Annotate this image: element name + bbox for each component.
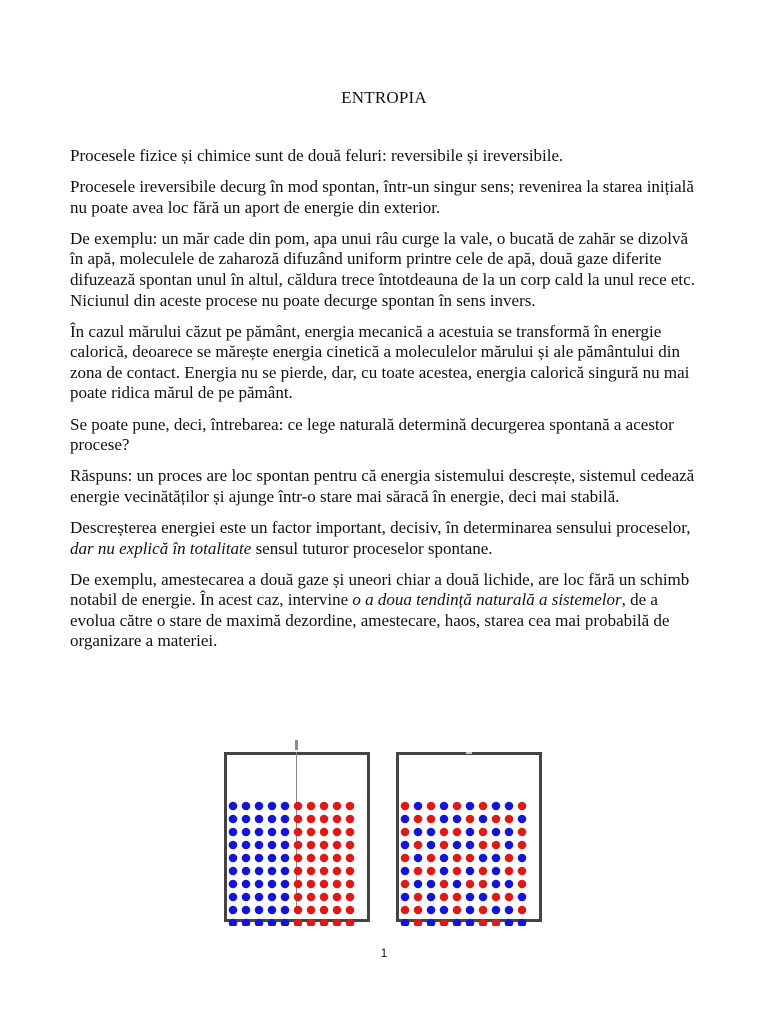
right-molecule-red <box>518 802 527 811</box>
right-molecule-blue <box>401 815 410 824</box>
right-molecule-blue <box>427 919 436 926</box>
page-title: ENTROPIA <box>341 88 427 107</box>
right-molecule-red <box>414 841 423 850</box>
right-molecule-red <box>505 867 514 876</box>
right-molecule-red <box>518 906 527 915</box>
left-molecule-red <box>294 815 303 824</box>
right-molecule-red <box>453 828 462 837</box>
entropy-figure <box>224 740 544 926</box>
left-molecule-blue <box>229 815 238 824</box>
left-molecule-red <box>333 815 342 824</box>
right-molecule-blue <box>505 880 514 889</box>
right-molecule-blue <box>492 906 501 915</box>
left-molecule-blue <box>281 880 290 889</box>
right-molecule-blue <box>427 880 436 889</box>
right-molecule-blue <box>440 802 449 811</box>
left-molecule-red <box>346 841 355 850</box>
left-molecule-red <box>307 919 316 926</box>
left-molecule-blue <box>229 867 238 876</box>
text-run: Procesele ireversibile decurg în mod spontan, într-un singur sens; revenirea la starea inițială nu poate avea loc fără un aport de energie din exterior. <box>70 177 694 217</box>
paragraph <box>70 415 700 456</box>
left-molecule-red <box>346 906 355 915</box>
text-run: Procesele fizice și chimice sunt de două feluri: reversibile și ireversibile. <box>70 146 564 165</box>
text-run: sensul tuturor proceselor spontane. <box>251 538 493 558</box>
right-molecule-red <box>518 880 527 889</box>
right-molecule-red <box>505 893 514 902</box>
left-molecule-red <box>333 802 342 811</box>
left-molecule-red <box>346 880 355 889</box>
left-molecule-blue <box>281 893 290 902</box>
left-molecule-red <box>333 867 342 876</box>
left-molecule-blue <box>281 906 290 915</box>
right-molecule-blue <box>401 867 410 876</box>
left-molecule-blue <box>242 828 251 837</box>
right-molecule-red <box>479 828 488 837</box>
left-molecule-red <box>333 854 342 863</box>
left-molecule-red <box>294 893 303 902</box>
right-molecule-blue <box>440 906 449 915</box>
right-molecule-red <box>453 893 462 902</box>
right-molecule-blue <box>453 880 462 889</box>
right-molecule-blue <box>505 919 514 926</box>
text-run: Se poate pune, deci, întrebarea: ce lege naturală determină decurgerea spontană a acestor procese? <box>70 414 674 455</box>
left-molecule-blue <box>229 880 238 889</box>
left-molecule-red <box>320 802 329 811</box>
right-molecule-red <box>479 802 488 811</box>
left-molecule-red <box>346 893 355 902</box>
left-molecule-red <box>346 802 355 811</box>
right-molecule-red <box>440 919 449 926</box>
right-molecule-red <box>466 880 475 889</box>
left-molecule-blue <box>281 828 290 837</box>
left-molecule-blue <box>255 841 264 850</box>
left-molecule-red <box>307 867 316 876</box>
paragraph <box>70 322 700 404</box>
text-run: , de a evolua către o stare de maximă dezordine, amestecare, haos, starea cea mai probabilă de organizare a materiei. <box>70 590 670 651</box>
right-molecule-blue <box>401 919 410 926</box>
left-molecule-red <box>294 919 303 926</box>
right-molecule-blue <box>453 919 462 926</box>
molecules-svg <box>224 740 544 926</box>
left-molecule-blue <box>281 815 290 824</box>
right-molecule-red <box>518 867 527 876</box>
left-molecule-red <box>320 815 329 824</box>
text-run: De exemplu: un măr cade din pom, apa unui râu curge la vale, o bucată de zahăr se dizolvă în apă, moleculele de zaharoză difuzând uniform printre cele de apă, două gaze diferite difuzează spontan unul în altul, căldura trece întotdeauna de la un corp cald la unul rece etc. Niciunul din aceste procese nu poate decurge spontan în sens invers. <box>70 228 695 310</box>
left-molecule-red <box>307 906 316 915</box>
left-molecule-blue <box>281 802 290 811</box>
right-molecule-red <box>466 815 475 824</box>
left-molecule-red <box>333 841 342 850</box>
left-molecule-blue <box>242 867 251 876</box>
right-molecule-red <box>453 802 462 811</box>
left-molecule-red <box>333 906 342 915</box>
right-molecule-blue <box>414 854 423 863</box>
left-molecule-blue <box>242 919 251 926</box>
left-molecule-red <box>307 841 316 850</box>
right-molecule-red <box>479 867 488 876</box>
right-molecule-red <box>492 893 501 902</box>
left-molecule-blue <box>242 880 251 889</box>
right-molecule-blue <box>427 841 436 850</box>
right-molecule-red <box>505 854 514 863</box>
right-molecule-red <box>479 919 488 926</box>
right-molecule-blue <box>414 802 423 811</box>
right-molecule-blue <box>505 828 514 837</box>
left-molecule-red <box>307 880 316 889</box>
right-molecule-blue <box>466 919 475 926</box>
right-molecule-red <box>427 854 436 863</box>
left-molecule-blue <box>268 802 277 811</box>
left-molecule-red <box>320 828 329 837</box>
left-molecule-blue <box>229 802 238 811</box>
left-molecule-blue <box>268 815 277 824</box>
left-molecule-blue <box>268 854 277 863</box>
right-molecule-blue <box>440 815 449 824</box>
left-molecule-blue <box>229 828 238 837</box>
right-molecule-red <box>440 841 449 850</box>
left-molecule-red <box>294 828 303 837</box>
right-molecule-red <box>427 815 436 824</box>
left-molecule-blue <box>242 893 251 902</box>
right-molecule-red <box>414 919 423 926</box>
left-molecule-blue <box>268 919 277 926</box>
left-molecule-blue <box>268 867 277 876</box>
text-run: Descreșterea energiei este un factor important, decisiv, în determinarea sensului proceselor, <box>70 517 691 537</box>
left-molecule-blue <box>242 906 251 915</box>
left-molecule-red <box>294 841 303 850</box>
left-molecule-blue <box>255 906 264 915</box>
left-molecule-red <box>320 893 329 902</box>
right-molecule-red <box>479 880 488 889</box>
right-molecule-red <box>479 841 488 850</box>
right-molecule-blue <box>492 828 501 837</box>
paragraph <box>70 177 700 218</box>
left-molecule-red <box>294 867 303 876</box>
left-molecule-red <box>346 867 355 876</box>
left-molecule-red <box>307 854 316 863</box>
right-molecule-blue <box>466 841 475 850</box>
left-molecule-blue <box>268 893 277 902</box>
right-molecule-red <box>453 906 462 915</box>
right-molecule-blue <box>466 867 475 876</box>
page-number: 1 <box>380 946 388 960</box>
left-molecule-red <box>333 880 342 889</box>
left-molecule-red <box>346 854 355 863</box>
right-molecule-red <box>505 815 514 824</box>
left-molecule-red <box>294 880 303 889</box>
right-molecule-blue <box>453 815 462 824</box>
left-molecule-red <box>294 802 303 811</box>
right-molecule-blue <box>479 893 488 902</box>
left-molecule-blue <box>268 906 277 915</box>
left-molecule-red <box>333 828 342 837</box>
left-molecule-red <box>320 919 329 926</box>
left-molecule-blue <box>255 815 264 824</box>
left-molecule-red <box>294 854 303 863</box>
left-molecule-blue <box>268 880 277 889</box>
italic-text: dar nu explică în totalitate <box>70 538 252 558</box>
text-run: De exemplu, amestecarea a două gaze și uneori chiar a două lichide, are loc fără un schimb notabil de energie. În acest caz, intervine <box>70 569 690 610</box>
right-molecule-red <box>414 906 423 915</box>
body-text <box>70 146 700 662</box>
right-molecule-red <box>453 854 462 863</box>
left-molecule-blue <box>242 815 251 824</box>
left-molecule-blue <box>229 906 238 915</box>
left-molecule-red <box>320 906 329 915</box>
right-molecule-red <box>466 854 475 863</box>
left-molecule-blue <box>281 867 290 876</box>
right-molecule-red <box>492 841 501 850</box>
right-molecule-blue <box>518 893 527 902</box>
left-molecule-blue <box>229 841 238 850</box>
right-molecule-red <box>414 893 423 902</box>
right-molecule-blue <box>414 880 423 889</box>
right-molecule-red <box>401 828 410 837</box>
left-molecule-red <box>320 841 329 850</box>
right-molecule-blue <box>440 867 449 876</box>
right-molecule-red <box>414 815 423 824</box>
right-molecule-red <box>401 854 410 863</box>
paragraph <box>70 229 700 311</box>
right-molecule-red <box>401 880 410 889</box>
right-molecule-blue <box>518 854 527 863</box>
left-molecule-red <box>307 893 316 902</box>
left-molecule-red <box>320 854 329 863</box>
right-molecule-blue <box>440 854 449 863</box>
right-molecule-red <box>427 802 436 811</box>
left-molecule-blue <box>281 854 290 863</box>
right-molecule-blue <box>427 906 436 915</box>
left-molecule-red <box>320 880 329 889</box>
right-molecule-blue <box>427 828 436 837</box>
right-molecule-blue <box>492 880 501 889</box>
left-molecule-blue <box>255 919 264 926</box>
paragraph <box>70 146 700 167</box>
right-molecule-blue <box>466 802 475 811</box>
right-molecule-red <box>440 828 449 837</box>
right-molecule-red <box>401 802 410 811</box>
left-molecule-blue <box>229 854 238 863</box>
left-molecule-red <box>346 919 355 926</box>
italic-text: o a doua tendință naturală a sistemelor <box>352 590 622 610</box>
right-molecule-red <box>518 828 527 837</box>
left-molecule-red <box>333 919 342 926</box>
right-molecule-red <box>518 841 527 850</box>
left-molecule-red <box>346 828 355 837</box>
right-molecule-blue <box>479 854 488 863</box>
left-molecule-red <box>320 867 329 876</box>
right-molecule-red <box>479 906 488 915</box>
text-run: Răspuns: un proces are loc spontan pentru că energia sistemului descrește, sistemul cedează energie vecinătăților și ajunge într-o stare mai săracă în energie, deci mai stabilă. <box>70 466 695 506</box>
left-molecule-red <box>307 828 316 837</box>
right-molecule-blue <box>505 841 514 850</box>
left-molecule-blue <box>255 828 264 837</box>
left-molecule-red <box>307 802 316 811</box>
left-molecule-red <box>294 906 303 915</box>
left-molecule-blue <box>255 867 264 876</box>
right-molecule-red <box>414 867 423 876</box>
right-molecule-red <box>453 867 462 876</box>
right-molecule-blue <box>453 841 462 850</box>
right-molecule-blue <box>479 815 488 824</box>
right-molecule-blue <box>401 841 410 850</box>
right-molecule-red <box>440 880 449 889</box>
right-molecule-red <box>401 906 410 915</box>
left-molecule-red <box>333 893 342 902</box>
right-molecule-blue <box>518 919 527 926</box>
right-molecule-blue <box>505 906 514 915</box>
right-molecule-blue <box>466 893 475 902</box>
right-molecule-red <box>440 893 449 902</box>
left-molecule-blue <box>268 841 277 850</box>
left-molecule-blue <box>242 802 251 811</box>
right-molecule-blue <box>518 815 527 824</box>
right-molecule-blue <box>492 854 501 863</box>
right-molecule-blue <box>427 893 436 902</box>
left-molecule-blue <box>255 854 264 863</box>
left-molecule-blue <box>255 880 264 889</box>
left-molecule-blue <box>242 841 251 850</box>
paragraph <box>70 466 700 507</box>
left-molecule-blue <box>242 854 251 863</box>
left-molecule-blue <box>229 919 238 926</box>
left-molecule-red <box>346 815 355 824</box>
right-molecule-red <box>492 815 501 824</box>
paragraph <box>70 518 700 559</box>
left-molecule-blue <box>268 828 277 837</box>
right-molecule-blue <box>414 828 423 837</box>
right-molecule-blue <box>492 867 501 876</box>
left-molecule-blue <box>229 893 238 902</box>
left-molecule-red <box>307 815 316 824</box>
right-molecule-blue <box>505 802 514 811</box>
text-run: În cazul mărului căzut pe pământ, energia mecanică a acestuia se transformă în energie calorică, deoarece se mărește energia cinetică a moleculelor mărului și ale pământului din zona de contact. Energia nu se pierde, dar, cu toate acestea, energia calorică singură nu mai poate ridica mărul de pe pământ. <box>70 321 690 403</box>
right-molecule-blue <box>466 906 475 915</box>
right-molecule-blue <box>401 893 410 902</box>
right-molecule-red <box>427 867 436 876</box>
right-molecule-blue <box>466 828 475 837</box>
paragraph <box>70 570 700 652</box>
right-molecule-red <box>492 919 501 926</box>
right-molecule-blue <box>492 802 501 811</box>
left-molecule-blue <box>255 893 264 902</box>
left-molecule-blue <box>255 802 264 811</box>
left-molecule-blue <box>281 841 290 850</box>
left-molecule-blue <box>281 919 290 926</box>
